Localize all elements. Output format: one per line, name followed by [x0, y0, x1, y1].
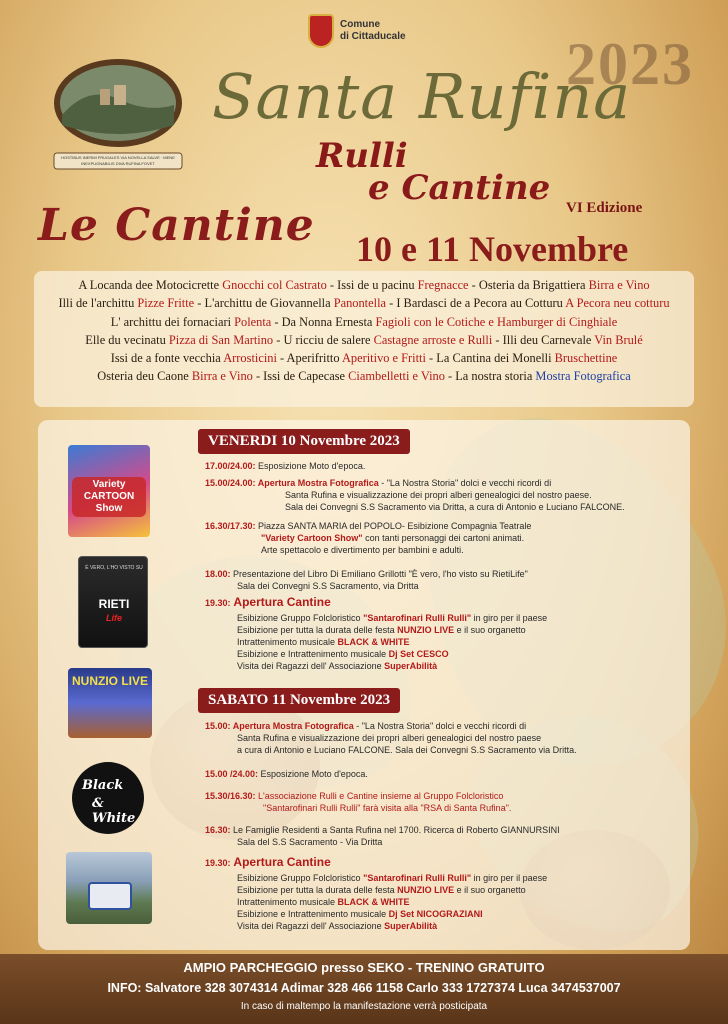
cantina-dish: Fagioli con le Cotiche e Hamburger di Cinghiale [375, 314, 618, 329]
emblem-caption: HOSTIBUS INERMI FRUGALES VIA NOVELLA SALVE · MENE INEXPUGNABILIS DIVA RUFINA FOVET [61, 155, 175, 166]
event-time: 18.00: [205, 569, 231, 579]
cantina-name: - Aperifritto [276, 351, 342, 366]
event-line [205, 908, 675, 920]
event-title: Apertura Mostra Fotografica [255, 478, 379, 488]
event-highlight: Dj Set CESCO [388, 649, 449, 659]
cartoon-show-label: Variety CARTOON Show [72, 477, 146, 517]
event-highlight: SuperAbilità [384, 921, 438, 931]
event-subtitle [316, 136, 551, 208]
cantina-name: - Da Nonna Ernesta [271, 314, 376, 329]
event-text: Santa Rufina e visualizzazione dei propri alberi genealogici del nostro paese [237, 733, 542, 743]
event-dates: 10 e 11 Novembre [356, 229, 629, 269]
event-highlight: SuperAbilità [384, 661, 438, 671]
cantina-name: - I Bardasci de a Pecora au Cotturu [386, 296, 566, 311]
cantina-name: - Illi deu Carnevale [492, 332, 595, 347]
subtitle-cantine: e Cantine [368, 168, 551, 208]
cantine-row [40, 331, 688, 349]
cantina-name: A Locanda dee Motocicrette [78, 278, 223, 292]
contact-info: INFO: Salvatore 328 3074314 Adimar 328 466 1158 Carlo 333 1727374 Luca 3474537007 [107, 981, 621, 995]
cantina-name: - L'archittu de Giovannella [194, 296, 334, 311]
book-subtitle: Life [105, 613, 122, 623]
cantina-dish: Pizze Fritte [137, 296, 195, 311]
venerdi-banner: VENERDI 10 Novembre 2023 [198, 429, 410, 454]
event-line [205, 624, 675, 636]
town-crest-icon [308, 14, 334, 48]
painting-emblem [48, 55, 188, 173]
cantina-dish: Vin Brulé [594, 332, 643, 347]
edition-label: VI Edizione [566, 200, 643, 216]
event-text: in giro per il paese [471, 873, 548, 883]
sabato-event-4 [205, 824, 675, 848]
nunzio-live-photo [68, 668, 152, 738]
variety-cartoon-show-image [68, 445, 150, 537]
event-highlight: NUNZIO LIVE [397, 885, 455, 895]
event-title: Santa Rufina [212, 60, 632, 133]
event-text: con tanti personaggi dei cartoni animati. [362, 533, 525, 543]
event-highlight: NUNZIO LIVE [397, 625, 455, 635]
cantina-name: - La Cantina dei Monelli [425, 351, 555, 366]
event-line [205, 872, 675, 884]
event-text: Santa Rufina e visualizzazione dei propri alberi genealogici del nostro paese. [285, 490, 592, 500]
cantina-name: Osteria deu Caone [97, 369, 192, 384]
event-text: Piazza SANTA MARIA del POPOLO- Esibizione Compagnia Teatrale [255, 521, 532, 531]
venerdi-event-5 [205, 596, 675, 672]
event-line [205, 920, 675, 932]
cantina-exhibit: Mostra Fotografica [535, 369, 631, 384]
event-text: Sala dei Convegni S.S Sacramento, via Dritta [237, 581, 419, 591]
event-time: 19.30: [205, 858, 231, 868]
nunzio-live-label: NUNZIO LIVE [72, 674, 149, 688]
event-time: 16.30: [205, 825, 231, 835]
cantina-name: - Issi de Capecase [252, 369, 349, 384]
cantina-dish: Arrosticini [223, 351, 277, 366]
bw-logo-text-2: & White [92, 796, 136, 826]
event-title: Apertura Cantine [230, 595, 331, 609]
venerdi-event-2 [205, 477, 675, 513]
cantina-name: - U ricciu de salere [273, 332, 374, 347]
cantina-dish: Panontella [333, 296, 387, 311]
event-text: e il suo organetto [454, 885, 526, 895]
event-text: Presentazione del Libro Di Emiliano Grillotti "È vero, l'ho visto su RietiLife" [230, 569, 528, 579]
event-time: 16.30/17.30: [205, 521, 256, 531]
parking-info: AMPIO PARCHEGGIO presso SEKO - TRENINO GRATUITO [183, 960, 545, 975]
event-time: 15.00: [205, 721, 231, 731]
event-text: Esibizione e Intrattenimento musicale [237, 909, 389, 919]
cantina-name: - Issi de u pacinu [326, 278, 418, 292]
event-text: Le Famiglie Residenti a Santa Rufina nel 1700. Ricerca di Roberto GIANNURSINI [230, 825, 560, 835]
cantina-dish: Aperitivo e Fritti [341, 351, 426, 366]
event-time: 15.00 /24.00: [205, 769, 259, 779]
event-text: Visita dei Ragazzi dell' Associazione [237, 921, 385, 931]
venerdi-event-3 [205, 520, 675, 556]
cantina-dish: Ciambelletti e Vino [348, 369, 445, 384]
sabato-banner: SABATO 11 Novembre 2023 [198, 688, 400, 713]
rietilife-book-cover [78, 556, 148, 648]
event-text: "Santarofinari Rulli Rulli" farà visita alla "RSA di Santa Rufina". [263, 803, 512, 813]
cantine-list [34, 271, 694, 407]
cantine-row [40, 294, 688, 312]
cantina-dish: A Pecora neu cotturu [565, 296, 670, 311]
event-text: Esposizione Moto d'epoca. [258, 769, 368, 779]
event-text: Esibizione Gruppo Folcloristico [237, 613, 364, 623]
event-time: 15.30/16.30: [205, 791, 256, 801]
event-text: Sala del S.S Sacramento - Via Dritta [237, 837, 383, 847]
event-text: Esposizione Moto d'epoca. [255, 461, 366, 471]
cantina-name: Issi de a fonte vecchia [110, 351, 224, 366]
cantina-dish: Bruschettine [554, 351, 618, 366]
cantina-dish: Polenta [234, 314, 272, 329]
train-icon [88, 882, 132, 910]
event-text: Sala dei Convegni S.S Sacramento via Dritta, a cura di Antonio e Luciano FALCONE. [285, 502, 625, 512]
event-highlight: BLACK & WHITE [337, 897, 410, 907]
event-text: Esibizione Gruppo Folcloristico [237, 873, 364, 883]
event-line [205, 636, 675, 648]
event-text: - "La Nostra Storia" dolci e vecchi ricordi di [353, 721, 527, 731]
cantina-dish: Castagne arroste e Rulli [373, 332, 493, 347]
event-line [205, 612, 675, 624]
comune-label: Comune [340, 19, 380, 30]
cantina-dish: Pizza di San Martino [168, 332, 274, 347]
event-time: 15.00/24.00: [205, 478, 256, 488]
event-title: Apertura Mostra Fotografica [230, 721, 354, 731]
comune-logo [308, 14, 406, 48]
event-year: 2023 [566, 31, 694, 97]
cantine-row [40, 349, 688, 367]
cantina-name: - Osteria da Brigattiera [468, 278, 589, 292]
sabato-event-3 [205, 790, 675, 814]
event-highlight: "Santarofinari Rulli Rulli" [363, 873, 472, 883]
event-title: Apertura Cantine [230, 855, 331, 869]
event-text: a cura di Antonio e Luciano FALCONE. Sala dei Convegni S.S Sacramento via Dritta. [237, 745, 577, 755]
sabato-event-1 [205, 720, 675, 756]
event-time: 17.00/24.00: [205, 461, 256, 471]
cantina-dish: Birra e Vino [588, 278, 650, 292]
cantina-name: - La nostra storia [444, 369, 536, 384]
book-top-text: È VERO, L'HO VISTO SU [85, 565, 143, 571]
event-text: L'associazione Rulli e Cantine insieme al Gruppo Folcloristico [255, 791, 504, 801]
event-text: Esibizione per tutta la durata delle festa [237, 885, 398, 895]
event-text: in giro per il paese [471, 613, 548, 623]
weather-note: In caso di maltempo la manifestazione verrà posticipata [240, 1001, 488, 1012]
cantina-dish: Fregnacce [417, 278, 469, 292]
bw-logo-text-1: Black [82, 778, 124, 793]
book-title: RIETI [98, 597, 130, 611]
sabato-event-5 [205, 856, 675, 932]
footer-bar [0, 954, 728, 1024]
event-line [205, 896, 675, 908]
event-line [205, 660, 675, 672]
cantine-row [40, 276, 688, 294]
event-text: Esibizione per tutta la durata delle festa [237, 625, 398, 635]
subtitle-rulli: Rulli [316, 136, 408, 176]
event-text: Intrattenimento musicale [237, 637, 338, 647]
black-and-white-logo [72, 762, 144, 834]
sabato-event-2 [205, 768, 675, 780]
cantina-name: Illi de l'archittu [58, 296, 138, 311]
event-line [205, 532, 675, 544]
comune-name: di Cittaducale [340, 31, 406, 42]
cantine-row [40, 367, 688, 385]
le-cantine-heading: Le Cantine [38, 200, 315, 251]
trenino-photo [66, 852, 152, 924]
event-line [205, 884, 675, 896]
event-text: Intrattenimento musicale [237, 897, 338, 907]
event-highlight: Dj Set NICOGRAZIANI [388, 909, 483, 919]
event-line [205, 648, 675, 660]
event-text: - "La Nostra Storia" dolci e vecchi ricordi di [378, 478, 552, 488]
event-text: Visita dei Ragazzi dell' Associazione [237, 661, 385, 671]
event-highlight: "Variety Cartoon Show" [261, 533, 363, 543]
venerdi-event-1 [205, 460, 675, 472]
cantina-name: Elle du vecinatu [85, 332, 169, 347]
event-highlight: "Santarofinari Rulli Rulli" [363, 613, 472, 623]
cantina-dish: Gnocchi col Castrato [222, 278, 327, 292]
venerdi-event-4 [205, 568, 675, 592]
event-text: e il suo organetto [454, 625, 526, 635]
event-text: Esibizione e Intrattenimento musicale [237, 649, 389, 659]
cantina-name: L' archittu dei fornaciari [110, 314, 235, 329]
event-text: Arte spettacolo e divertimento per bambini e adulti. [261, 545, 464, 555]
cantina-dish: Birra e Vino [191, 369, 253, 384]
cantine-row [40, 313, 688, 331]
event-time: 19.30: [205, 598, 231, 608]
event-highlight: BLACK & WHITE [337, 637, 410, 647]
